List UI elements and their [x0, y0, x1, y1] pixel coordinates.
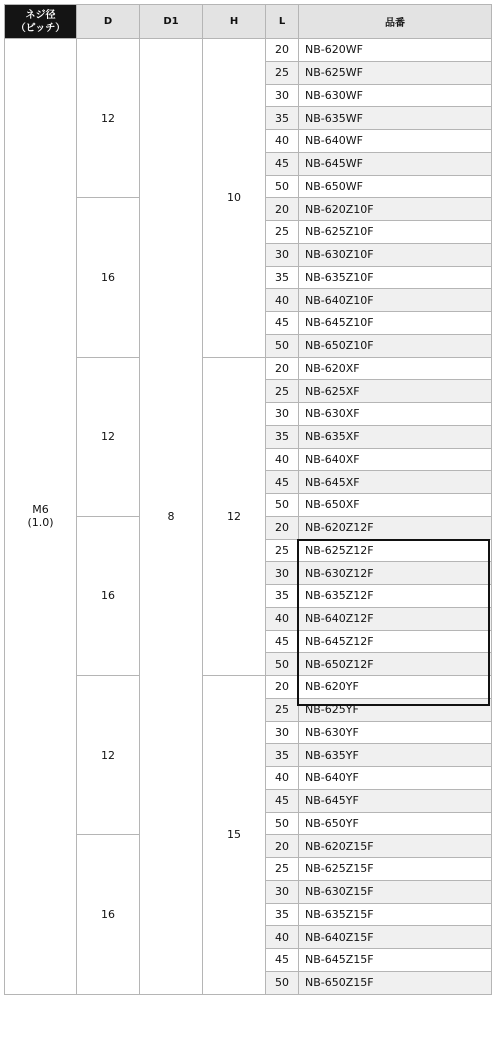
part-number-cell: NB-640WF: [299, 130, 492, 153]
part-number-cell: NB-645Z10F: [299, 312, 492, 335]
length-cell: 50: [266, 812, 299, 835]
part-number-cell: NB-645YF: [299, 789, 492, 812]
length-cell: 25: [266, 858, 299, 881]
part-number-cell: NB-620WF: [299, 39, 492, 62]
table-row: [5, 357, 492, 380]
header-l: L: [266, 5, 299, 39]
h-cell: 10: [203, 39, 266, 358]
length-cell: 20: [266, 835, 299, 858]
part-number-cell: NB-625WF: [299, 61, 492, 84]
length-cell: 45: [266, 152, 299, 175]
length-cell: 20: [266, 676, 299, 699]
part-number-cell: NB-620YF: [299, 676, 492, 699]
length-cell: 40: [266, 130, 299, 153]
length-cell: 25: [266, 698, 299, 721]
part-number-cell: NB-650WF: [299, 175, 492, 198]
part-number-cell: NB-645XF: [299, 471, 492, 494]
length-cell: 20: [266, 516, 299, 539]
part-number-cell: NB-640Z12F: [299, 607, 492, 630]
length-cell: 35: [266, 585, 299, 608]
length-cell: 40: [266, 767, 299, 790]
length-cell: 50: [266, 971, 299, 994]
length-cell: 25: [266, 539, 299, 562]
header-thread-line2: （ピッチ）: [15, 22, 66, 34]
part-number-cell: NB-630Z10F: [299, 243, 492, 266]
length-cell: 40: [266, 289, 299, 312]
length-cell: 50: [266, 653, 299, 676]
h-cell: 12: [203, 357, 266, 676]
d-cell: 12: [77, 39, 140, 198]
length-cell: 35: [266, 266, 299, 289]
length-cell: 40: [266, 607, 299, 630]
h-cell: 15: [203, 676, 266, 995]
part-number-cell: NB-620Z10F: [299, 198, 492, 221]
header-d1: D1: [140, 5, 203, 39]
d-cell: 16: [77, 198, 140, 357]
part-number-cell: NB-640Z10F: [299, 289, 492, 312]
length-cell: 40: [266, 448, 299, 471]
part-number-cell: NB-630WF: [299, 84, 492, 107]
length-cell: 45: [266, 471, 299, 494]
d-cell: 12: [77, 357, 140, 516]
length-cell: 45: [266, 630, 299, 653]
part-number-cell: NB-635WF: [299, 107, 492, 130]
length-cell: 20: [266, 198, 299, 221]
length-cell: 25: [266, 61, 299, 84]
thread-pitch-value: (1.0): [27, 516, 54, 530]
part-number-cell: NB-630YF: [299, 721, 492, 744]
part-number-cell: NB-625Z15F: [299, 858, 492, 881]
part-number-cell: NB-635YF: [299, 744, 492, 767]
part-number-cell: NB-640Z15F: [299, 926, 492, 949]
part-number-cell: NB-620Z15F: [299, 835, 492, 858]
spec-table-container: [4, 4, 492, 995]
part-number-cell: NB-635Z12F: [299, 585, 492, 608]
length-cell: 40: [266, 926, 299, 949]
d-cell: 16: [77, 516, 140, 675]
length-cell: 30: [266, 562, 299, 585]
part-number-cell: NB-645Z15F: [299, 949, 492, 972]
spec-table: [4, 4, 492, 995]
part-number-cell: NB-645Z12F: [299, 630, 492, 653]
part-number-cell: NB-635Z15F: [299, 903, 492, 926]
part-number-cell: NB-640XF: [299, 448, 492, 471]
d-cell: 16: [77, 835, 140, 994]
header-row: [5, 5, 492, 39]
length-cell: 25: [266, 221, 299, 244]
part-number-cell: NB-650YF: [299, 812, 492, 835]
part-number-cell: NB-625Z12F: [299, 539, 492, 562]
part-number-cell: NB-630Z15F: [299, 880, 492, 903]
length-cell: 45: [266, 789, 299, 812]
part-number-cell: NB-620Z12F: [299, 516, 492, 539]
length-cell: 30: [266, 880, 299, 903]
d-cell: 12: [77, 676, 140, 835]
part-number-cell: NB-645WF: [299, 152, 492, 175]
length-cell: 25: [266, 380, 299, 403]
length-cell: 30: [266, 243, 299, 266]
length-cell: 45: [266, 312, 299, 335]
length-cell: 50: [266, 494, 299, 517]
length-cell: 35: [266, 107, 299, 130]
part-number-cell: NB-650Z10F: [299, 334, 492, 357]
part-number-cell: NB-620XF: [299, 357, 492, 380]
part-number-cell: NB-635XF: [299, 425, 492, 448]
header-h: H: [203, 5, 266, 39]
part-number-cell: NB-650Z12F: [299, 653, 492, 676]
table-row: [5, 39, 492, 62]
length-cell: 50: [266, 175, 299, 198]
length-cell: 35: [266, 425, 299, 448]
length-cell: 45: [266, 949, 299, 972]
part-number-cell: NB-625XF: [299, 380, 492, 403]
length-cell: 35: [266, 744, 299, 767]
table-body: [5, 39, 492, 995]
header-d: D: [77, 5, 140, 39]
length-cell: 30: [266, 403, 299, 426]
part-number-cell: NB-650XF: [299, 494, 492, 517]
header-thread-size: [5, 5, 77, 39]
length-cell: 30: [266, 84, 299, 107]
part-number-cell: NB-630Z12F: [299, 562, 492, 585]
thread-size-value: M6: [32, 503, 49, 517]
length-cell: 35: [266, 903, 299, 926]
part-number-cell: NB-625Z10F: [299, 221, 492, 244]
part-number-cell: NB-650Z15F: [299, 971, 492, 994]
part-number-cell: NB-630XF: [299, 403, 492, 426]
length-cell: 20: [266, 39, 299, 62]
header-thread-line1: ネジ径: [25, 9, 56, 21]
table-row: [5, 676, 492, 699]
part-number-cell: NB-635Z10F: [299, 266, 492, 289]
length-cell: 20: [266, 357, 299, 380]
part-number-cell: NB-640YF: [299, 767, 492, 790]
length-cell: 50: [266, 334, 299, 357]
length-cell: 30: [266, 721, 299, 744]
part-number-cell: NB-625YF: [299, 698, 492, 721]
header-part-number: 品番: [299, 5, 492, 39]
thread-size-cell: [5, 39, 77, 995]
d1-cell: 8: [140, 39, 203, 995]
